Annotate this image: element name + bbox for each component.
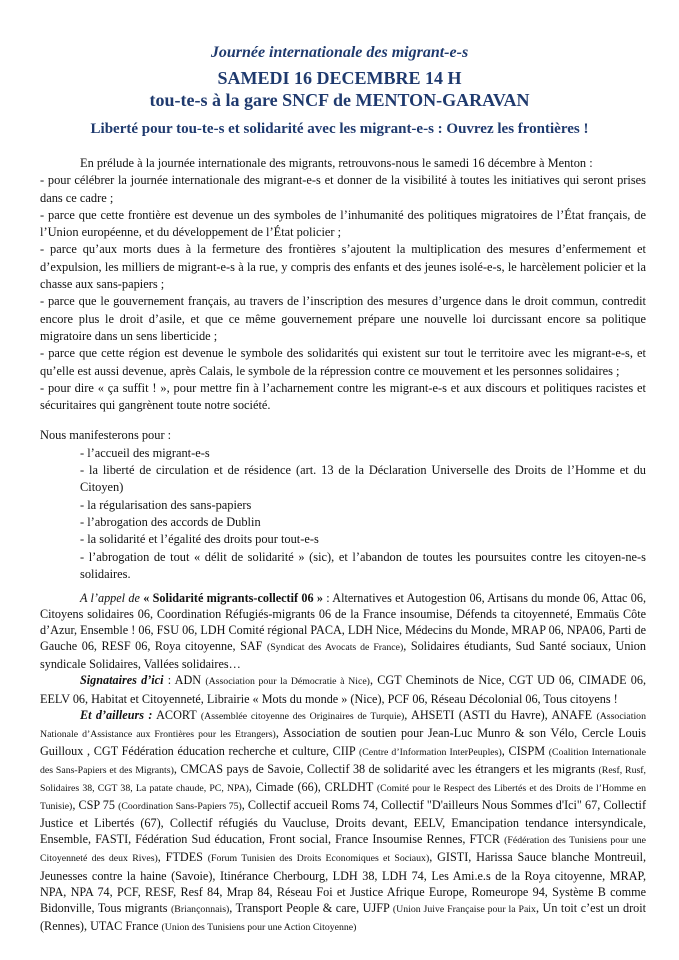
elsewhere-signatories bbox=[40, 707, 646, 936]
elsewhere-note: (Association Nationale d’Assistance aux Frontières pour les Etrangers) bbox=[40, 710, 646, 740]
elsewhere-text: , Collectif accueil Roms 74, Collectif "D'ailleurs Nous Sommes d'Ici" 67, Collectif Justice et Libertés (67), Collectif réfugiés du Vaucluse, Droits devant, EELV, Emancipation tendance intersyndicale, Ensemble, FASTI, Fédération Sud éducation, Front social, France Insoumise Rennes, FTCR bbox=[40, 798, 647, 847]
demand-item: - la liberté de circulation et de résidence (art. 13 de la Déclaration Universelle des Droits de l’Homme et du Citoyen) bbox=[80, 463, 646, 495]
reason-item: - parce que le gouvernement français, au travers de l’inscription des mesures d’urgence dans le droit commun, contredit encore plus le droit d’asile, et que ce même gouvernement prépare une nouvelle loi durcissant encore sa politique migratoire dans un sens liberticide ; bbox=[40, 294, 646, 343]
reason-item: - pour célébrer la journée internationale des migrant-e-s et donner de la visibilité à toutes les initiatives qui seront prises dans ce cadre ; bbox=[40, 173, 646, 205]
elsewhere-note: (Resf, Rusf, Solidaires 38, CGT 38, La patate chaude, PC, NPA) bbox=[40, 764, 647, 795]
local-rest: , CGT Cheminots de Nice, CGT UD 06, CIMADE 06, EELV 06, Habitat et Citoyenneté, Librairie « Mots du monde » (Nice), PCF 06, Réseau Décolonial 06, Tous citoyens ! bbox=[40, 673, 647, 706]
elsewhere-note: (Union Juive Française pour la Paix bbox=[392, 903, 536, 915]
elsewhere-note: (Fédération des Tunisiens pour une Citoyenneté des deux Rives) bbox=[40, 835, 646, 865]
elsewhere-note: (Briançonnais) bbox=[171, 903, 230, 915]
demand-item: - la régularisation des sans-papiers bbox=[80, 497, 252, 512]
demands-intro: Nous manifesterons pour : bbox=[40, 428, 172, 443]
demand-item: - l’abrogation de tout « délit de solidarité » (sic), et l’abandon de toutes les poursuites contre les citoyen-ne-s solidaires. bbox=[80, 549, 646, 581]
collective-name: « Solidarité migrants-collectif 06 » bbox=[143, 591, 323, 605]
call-paragraph bbox=[40, 590, 646, 672]
elsewhere-note: (Union des Tunisiens pour une Action Citoyenne) bbox=[161, 921, 357, 933]
elsewhere-note: (Centre d’Information InterPeuples) bbox=[358, 746, 502, 758]
demand-item: - l’accueil des migrant-e-s bbox=[80, 445, 210, 460]
reason-item: - parce que cette région est devenue le symbole des solidarités qui existent sur tout le territoire avec les migrant-e-s, et qu’elle est aussi devenue, après Calais, le symbole de la répression contre ce mouvement et les personnes solidaires ; bbox=[40, 346, 646, 378]
event-supratitle: Journée internationale des migrant-e-s bbox=[210, 44, 469, 61]
elsewhere-text: , GISTI, Harissa Sauce blanche Montreuil, Jeunesses contre la haine (Savoie), Itinérance Cherbourg, LDH 38, LDH 74, Les Ami.e.s de la Roya citoyenne, MRAP, NPA, NPA 74, PCF, RESF, Resf 84, Mrap 84, Réseau Foi et Justice Afrique Europe, Romeurope 94, Système B comme Bidonville, Tous migrants bbox=[40, 850, 647, 915]
elsewhere-label: Et d’ailleurs : bbox=[80, 707, 153, 722]
event-date: SAMEDI 16 DECEMBRE 14 H bbox=[217, 68, 462, 88]
demand-item: - la solidarité et l’égalité des droits pour tout-e-s bbox=[80, 532, 319, 547]
elsewhere-text: , CMCAS pays de Savoie, Collectif 38 de solidarité avec les étrangers et les migrants bbox=[173, 761, 599, 776]
call-lead: A l’appel de bbox=[80, 591, 140, 605]
call-list-a: : Alternatives et Autogestion 06, Artisans du monde 06, Attac 06, Citoyens solidaires 06, Coordination Réfugiés-migrants 06 de la France insoumise, Défends ta citoyenneté, Emmaüs Côte d’Azur, Ensemble ! 06, FSU 06, LDH Comité régional PACA, LDH Nice, Médecins du Monde, MRAP 06, NPA06, Parti de Gauche 06, RESF 06, Roya citoyenne, SAF bbox=[40, 591, 647, 654]
elsewhere-text: , FTDES bbox=[157, 850, 208, 865]
reason-item: - pour dire « ça suffit ! », pour mettre fin à l’acharnement contre les migrant-e-s et aux discours et politiques racistes et sécuritaires qui gangrènent toute notre société. bbox=[40, 380, 646, 413]
reason-item: - parce qu’aux morts dues à la fermeture des frontières s’ajoutent la multiplication des mesures d’enfermement et d’expulsion, les milliers de migrant-e-s à la rue, y compris des enfants et des jeunes isolé-e-s, le harcèlement policier et la chasse aux sans-papiers ; bbox=[40, 242, 646, 292]
event-place: tou-te-s à la gare SNCF de MENTON-GARAVAN bbox=[149, 90, 530, 110]
elsewhere-text: , CISPM bbox=[501, 743, 549, 758]
demand-item: - l’abrogation des accords de Dublin bbox=[80, 514, 261, 529]
reason-item: - parce que cette frontière est devenue un des symboles de l’inhumanité des politiques migratoires de l’État français, de l’Union européenne, et du développement de l’État policier ; bbox=[40, 207, 646, 240]
event-slogan: Liberté pour tou-te-s et solidarité avec les migrant-e-s : Ouvrez les frontières ! bbox=[90, 121, 589, 137]
local-label: Signataires d’ici bbox=[80, 673, 164, 688]
elsewhere-note: (Coalition Internationale des Sans-Papiers et des Migrants) bbox=[40, 746, 646, 776]
elsewhere-text: , CSP 75 bbox=[72, 798, 119, 813]
call-saf-note: (Syndicat des Avocats de France) bbox=[266, 642, 404, 654]
elsewhere-text: , Un toit c’est un droit (Rennes), UTAC France bbox=[40, 900, 646, 933]
elsewhere-note: (Forum Tunisien des Droits Economiques et Sociaux) bbox=[207, 853, 430, 865]
elsewhere-text: , Transport People & care, UJFP bbox=[229, 900, 393, 915]
call-list-b: , Solidaires étudiants, Sud Santé sociaux, Union syndicale Solidaires, Vallées solidaires… bbox=[40, 639, 646, 672]
flyer-body bbox=[40, 155, 646, 583]
elsewhere-text: , Cimade (66), CRLDHT bbox=[248, 780, 377, 795]
elsewhere-note: (Coordination Sans-Papiers 75) bbox=[118, 801, 242, 813]
elsewhere-text: ACORT bbox=[152, 707, 201, 722]
elsewhere-note: (Assemblée citoyenne des Originaires de Turquie) bbox=[200, 710, 405, 722]
elsewhere-note: (Comité pour le Respect des Libertés et des Droits de l’Homme en Tunisie) bbox=[40, 783, 646, 813]
elsewhere-text: , AHSETI (ASTI du Havre), ANAFE bbox=[404, 707, 597, 722]
local-signatories bbox=[40, 672, 646, 706]
local-adn-note: (Association pour la Démocratie à Nice) bbox=[205, 676, 370, 688]
signatories-block bbox=[40, 590, 646, 936]
elsewhere-text: , Association de soutien pour Jean-Luc Munro & son Vélo, Cercle Louis Guilloux , CGT Fédération éducation recherche et culture, CIIP bbox=[40, 725, 646, 758]
intro-paragraph: En prélude à la journée internationale des migrants, retrouvons-nous le samedi 16 décembre à Menton : bbox=[80, 156, 593, 170]
local-adn: : ADN bbox=[163, 673, 206, 688]
